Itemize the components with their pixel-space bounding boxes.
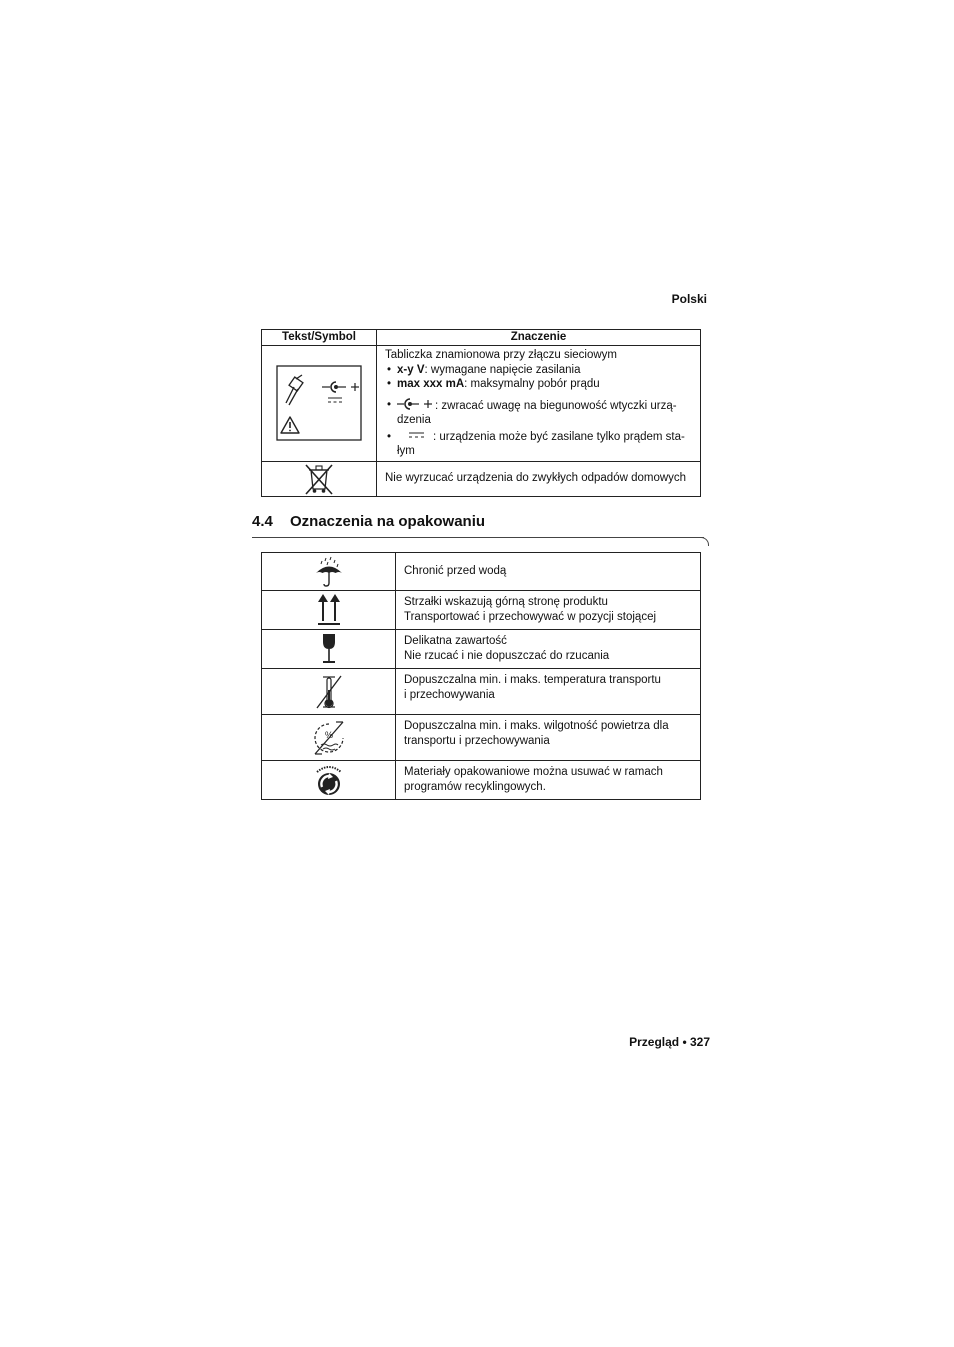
temperature-line2: i przechowywania: [404, 689, 495, 701]
dc-current-icon: [397, 430, 433, 440]
list-item: • : zwracać uwagę na biegunowość wtyczki urzą-dzenia: [387, 398, 677, 426]
current-desc: : maksymalny pobór prądu: [464, 378, 600, 390]
table-row: [262, 715, 701, 761]
table-row: [262, 761, 701, 800]
recycling-line2: programów recyklingowych.: [404, 781, 546, 793]
temperature-limit-icon: [314, 672, 344, 712]
list-item: • max xxx mA: maksymalny pobór prądu: [387, 378, 600, 390]
header-meaning: Znaczenie: [377, 330, 701, 346]
section-heading: [252, 513, 485, 530]
upright-line2: Transportować i przechowywać w pozycji stojącej: [404, 611, 657, 623]
crossed-bin-icon: [304, 463, 334, 495]
section-rule-corner: [700, 537, 709, 546]
svg-text:%: %: [324, 729, 333, 740]
table-row: [262, 461, 701, 496]
voltage-label: x-y V: [397, 363, 425, 376]
green-dot-recycling-icon: [312, 763, 346, 797]
humidity-line2: transportu i przechowywania: [404, 735, 550, 747]
humidity-limit-icon: [312, 718, 346, 758]
table-row: [262, 630, 701, 669]
dc-current-desc: : urządzenia może być zasilane tylko prądem sta-łym: [397, 430, 685, 457]
header-language: Polski: [671, 292, 707, 306]
section-rule: [252, 537, 704, 538]
list-item: • x-y V: wymagane napięcie zasilania: [387, 363, 581, 376]
header-text-symbol: Tekst/Symbol: [262, 330, 377, 346]
voltage-desc: : wymagane napięcie zasilania: [424, 363, 581, 376]
packaging-table: [261, 552, 701, 800]
disposal-text: Nie wyrzucać urządzenia do zwykłych odpadów domowych: [377, 461, 701, 496]
section-number: 4.4: [252, 513, 273, 530]
table-header-row: [262, 330, 701, 346]
humidity-line1: Dopuszczalna min. i maks. wilgotność powietrza dla: [404, 720, 669, 732]
table-row: [262, 346, 701, 462]
rating-plate-icon: [276, 365, 362, 441]
water-line1: Chronić przed wodą: [404, 565, 507, 577]
section-title: Oznaczenia na opakowaniu: [290, 513, 486, 530]
page-footer: Przegląd • 327: [629, 1035, 710, 1049]
polarity-icon: [397, 398, 435, 410]
umbrella-icon: [313, 556, 345, 588]
symbols-table: [261, 329, 701, 497]
rating-plate-intro: Tabliczka znamionowa przy złączu sieciowym: [385, 349, 617, 361]
temperature-line1: Dopuszczalna min. i maks. temperatura transportu: [404, 674, 661, 686]
table-row: [262, 553, 701, 591]
upright-line1: Strzałki wskazują górną stronę produktu: [404, 596, 608, 608]
polarity-desc: : zwracać uwagę na biegunowość wtyczki urzą-dzenia: [397, 399, 677, 426]
current-label: max xxx mA: [397, 378, 465, 390]
table-row: [262, 591, 701, 630]
this-way-up-icon: [317, 593, 341, 627]
fragile-line2: Nie rzucać i nie dopuszczać do rzucania: [404, 650, 610, 662]
fragile-line1: Delikatna zawartość: [404, 635, 507, 647]
list-item: • : urządzenia może być zasilane tylko prądem sta-łym: [387, 430, 685, 457]
table-row: [262, 669, 701, 715]
fragile-glass-icon: [320, 633, 338, 665]
recycling-line1: Materiały opakowaniowe można usuwać w ramach: [404, 766, 663, 778]
